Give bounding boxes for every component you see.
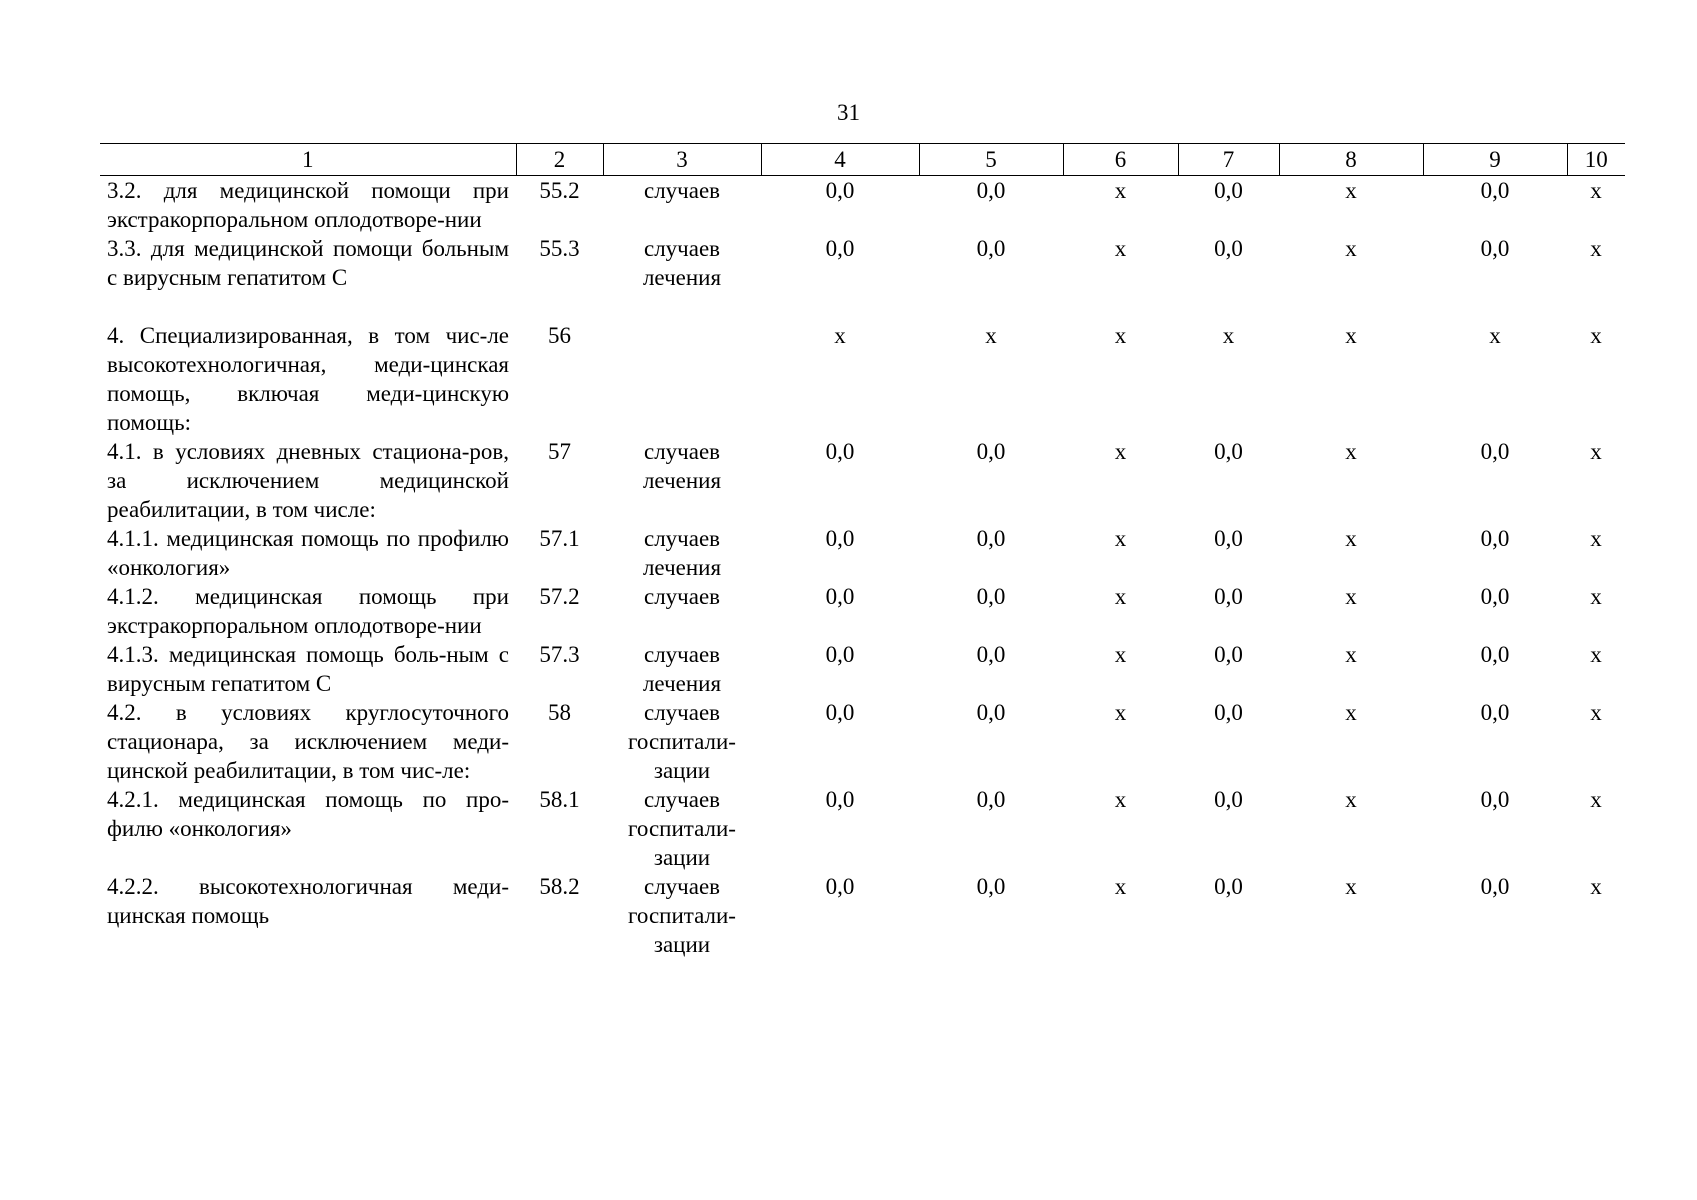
row-unit: случаев [643,178,721,203]
row-unit: случаев лечения [642,526,722,580]
cell-value: х [1114,700,1127,725]
cell-value: 0,0 [976,236,1006,261]
cell-value: 0,0 [1214,526,1243,551]
cell-value: х [1590,178,1602,203]
cell-value: 0,0 [1480,584,1510,609]
table-row [100,176,1625,235]
table-row [100,321,1625,437]
cell-value: х [1345,439,1357,464]
header-row [100,144,1625,176]
cell-value: 0,0 [1214,700,1243,725]
cell-value: 0,0 [976,874,1006,899]
cell-value: 0,0 [976,700,1006,725]
cell-value: х [1345,526,1357,551]
cell-value: х [1345,700,1357,725]
column-header: 4 [761,144,919,176]
cell-value: 0,0 [976,178,1006,203]
cell-value: 0,0 [976,584,1006,609]
row-code: 56 [548,323,571,348]
row-name: 4.1.1. медицинская помощь по профилю «онкология» [107,526,509,580]
column-header: 9 [1423,144,1567,176]
cell-value: 0,0 [825,584,855,609]
row-name: 4.2. в условиях круглосуточного стационара, за исключением меди-цинской реабилитации, в том чис-ле: [107,700,509,783]
cell-value: 0,0 [825,700,855,725]
cell-value: 0,0 [1480,236,1510,261]
table-row [100,234,1625,321]
cell-value: 0,0 [825,787,855,812]
cell-value: х [1222,323,1235,348]
cell-value: х [1345,584,1357,609]
cell-value: х [1489,323,1501,348]
cell-value: 0,0 [1214,874,1243,899]
cell-value: х [1590,787,1602,812]
cell-value: х [1345,178,1357,203]
table-row [100,524,1625,582]
row-code: 58.2 [539,874,580,899]
column-header: 5 [919,144,1063,176]
table-row [100,785,1625,872]
cell-value: х [1590,439,1602,464]
row-name: 3.2. для медицинской помощи при экстракорпоральном оплодотворе-нии [107,178,509,232]
cell-value: х [1345,787,1357,812]
cell-value: х [1590,323,1602,348]
column-header: 2 [516,144,603,176]
row-code: 57.2 [539,584,580,609]
cell-value: 0,0 [825,439,855,464]
table-row [100,582,1625,640]
row-code: 58.1 [539,787,580,812]
cell-value: 0,0 [1214,642,1243,667]
cell-value: х [985,323,997,348]
cell-value: 0,0 [825,236,855,261]
page-number: 31 [837,100,860,125]
cell-value: х [1114,642,1127,667]
cell-value: 0,0 [1214,236,1243,261]
row-name: 4.1.3. медицинская помощь боль-ным с вирусным гепатитом С [107,642,509,696]
row-unit: случаев [643,584,721,609]
cell-value: 0,0 [1214,439,1243,464]
cell-value: 0,0 [1480,439,1510,464]
row-name: 4.1.2. медицинская помощь при экстракорпоральном оплодотворе-нии [107,584,509,638]
row-code: 55.2 [539,178,580,203]
cell-value: х [1590,874,1602,899]
row-code: 55.3 [539,236,580,261]
cell-value: х [1114,874,1127,899]
cell-value: 0,0 [825,178,855,203]
column-header: 10 [1567,144,1625,176]
cell-value: 0,0 [976,787,1006,812]
cell-value: х [1114,178,1127,203]
cell-value: х [1590,584,1602,609]
cell-value: х [1345,323,1357,348]
cell-value: 0,0 [825,874,855,899]
row-unit: случаев лечения [642,236,722,290]
cell-value: 0,0 [976,439,1006,464]
row-unit: случаев лечения [642,439,722,493]
row-name: 3.3. для медицинской помощи больным с вирусным гепатитом С [107,236,509,290]
cell-value: х [1114,236,1127,261]
cell-value: 0,0 [1480,700,1510,725]
cell-value: х [1590,642,1602,667]
row-unit [603,321,761,437]
cell-value: х [1114,584,1127,609]
cell-value: 0,0 [825,642,855,667]
row-code: 57.1 [539,526,580,551]
cell-value: 0,0 [1480,787,1510,812]
row-name: 4.2.1. медицинская помощь по про-филю «онкология» [107,787,509,841]
column-header: 6 [1063,144,1178,176]
row-code: 58 [548,700,571,725]
cell-value: 0,0 [976,642,1006,667]
row-unit: случаев госпитали-зации [628,874,736,957]
table-row [100,698,1625,785]
cell-value: 0,0 [1214,787,1243,812]
row-code: 57 [548,439,571,464]
row-unit: случаев госпитали-зации [628,700,736,783]
cell-value: 0,0 [825,526,855,551]
cell-value: х [1114,787,1127,812]
row-name: 4.2.2. высокотехнологичная меди-цинская помощь [107,874,509,928]
row-unit: случаев госпитали-зации [628,787,736,870]
column-header: 8 [1279,144,1423,176]
table-row [100,437,1625,524]
table-row [100,872,1625,959]
cell-value: 0,0 [1480,642,1510,667]
row-unit: случаев лечения [642,642,722,696]
table-row [100,640,1625,698]
data-table [100,143,1625,959]
cell-value: 0,0 [1480,874,1510,899]
cell-value: 0,0 [1214,178,1243,203]
cell-value: 0,0 [976,526,1006,551]
cell-value: 0,0 [1214,584,1243,609]
column-header: 1 [100,144,516,176]
cell-value: х [834,323,846,348]
row-name: 4. Специализированная, в том чис-ле высокотехнологичная, меди-цинская помощь, включая меди-цинскую помощь: [107,323,509,435]
cell-value: х [1345,874,1357,899]
row-name: 4.1. в условиях дневных стациона-ров, за исключением медицинской реабилитации, в том числе: [107,439,509,522]
cell-value: х [1114,526,1127,551]
cell-value: 0,0 [1480,526,1510,551]
column-header: 3 [603,144,761,176]
cell-value: х [1590,526,1602,551]
cell-value: х [1590,700,1602,725]
cell-value: х [1114,439,1127,464]
cell-value: х [1114,323,1127,348]
row-code: 57.3 [539,642,580,667]
cell-value: х [1590,236,1602,261]
cell-value: 0,0 [1480,178,1510,203]
column-header: 7 [1178,144,1279,176]
cell-value: х [1345,236,1357,261]
cell-value: х [1345,642,1357,667]
